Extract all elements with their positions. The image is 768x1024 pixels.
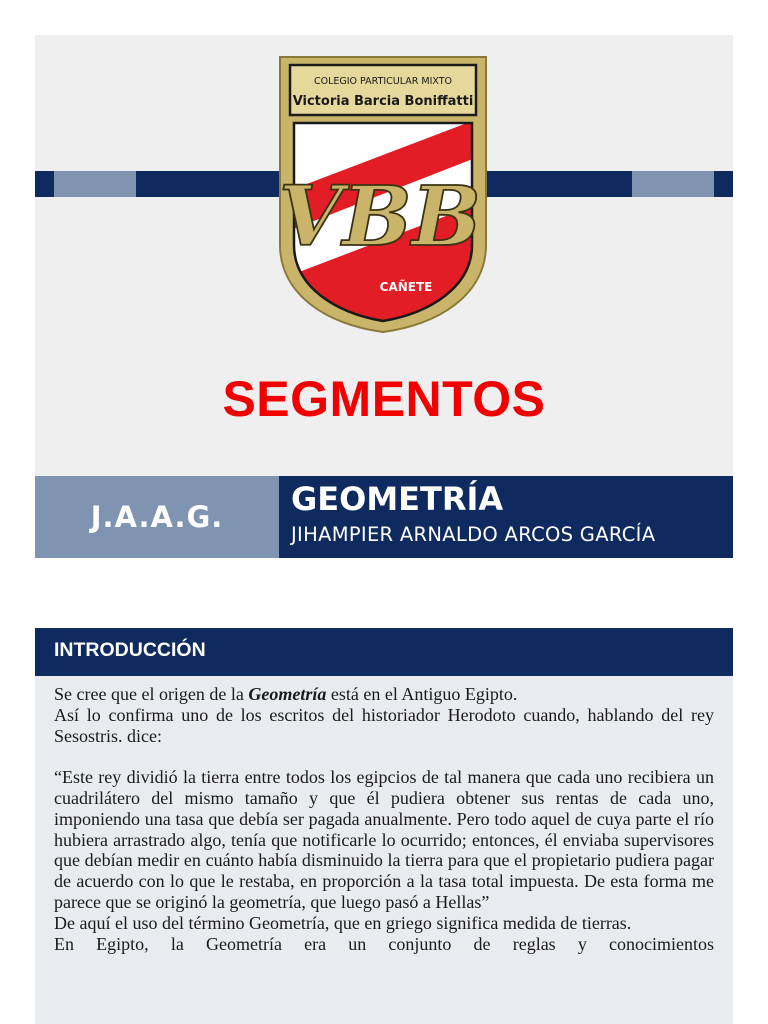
monogram: VBB — [278, 169, 482, 265]
subject-title: GEOMETRÍA — [291, 480, 504, 518]
introduction-content — [35, 676, 733, 1024]
cover-page — [35, 35, 733, 558]
intro-paragraph-2: Así lo confirma uno de los escritos del historiador Herodoto cuando, hablando del rey Sesostris. dice: — [54, 704, 714, 746]
band-accent-right — [632, 171, 714, 197]
author-initials: J.A.A.G. — [90, 500, 224, 534]
p1-before: Se cree que el origen de la — [54, 684, 249, 704]
subject-box — [279, 476, 733, 558]
section-heading-bar — [35, 628, 733, 676]
herodotus-quote: “Este rey dividió la tierra entre todos los egipcios de tal manera que cada uno recibiera un cuadrilátero del mismo tamaño y que él pudiera obtener sus rentas de cada uno, imponiendo una tasa que debía ser pagada anualmente. Pero todo aquel de cuya parte el río hubiera arrastrado algo, tenía que notificarle lo ocurrido; entonces, él enviaba supervisores que debían medir en cuánto había disminuido la tierra para que el propietario pudiera pagar de acuerdo con lo que le restaba, en proporción a la tasa total impuesta. De esta forma me parece que se originó la geometría, que luego pasó a Hellas” — [54, 767, 714, 912]
paragraph-gap — [54, 746, 714, 767]
school-crest-logo — [278, 55, 488, 333]
geometry-term: Geometría — [248, 684, 327, 704]
document-title: SEGMENTOS — [222, 371, 546, 427]
school-line1: COLEGIO PARTICULAR MIXTO — [313, 76, 453, 87]
section-heading: INTRODUCCIÓN — [54, 639, 206, 661]
intro-paragraph-4: En Egipto, la Geometría era un conjunto de reglas y conocimientos — [54, 933, 714, 954]
intro-paragraph-3: De aquí el uso del término Geometría, que en griego significa medida de tierras. — [54, 912, 632, 933]
p1-after: está en el Antiguo Egipto. — [326, 684, 518, 704]
city-label: CAÑETE — [379, 280, 433, 294]
initials-box — [35, 476, 279, 558]
introduction-text — [54, 684, 714, 954]
author-name: JIHAMPIER ARNALDO ARCOS GARCÍA — [291, 523, 656, 546]
intro-paragraph-1 — [54, 684, 714, 705]
school-line2: Victoria Barcia Boniffatti — [292, 94, 474, 109]
band-accent-left — [54, 171, 136, 197]
